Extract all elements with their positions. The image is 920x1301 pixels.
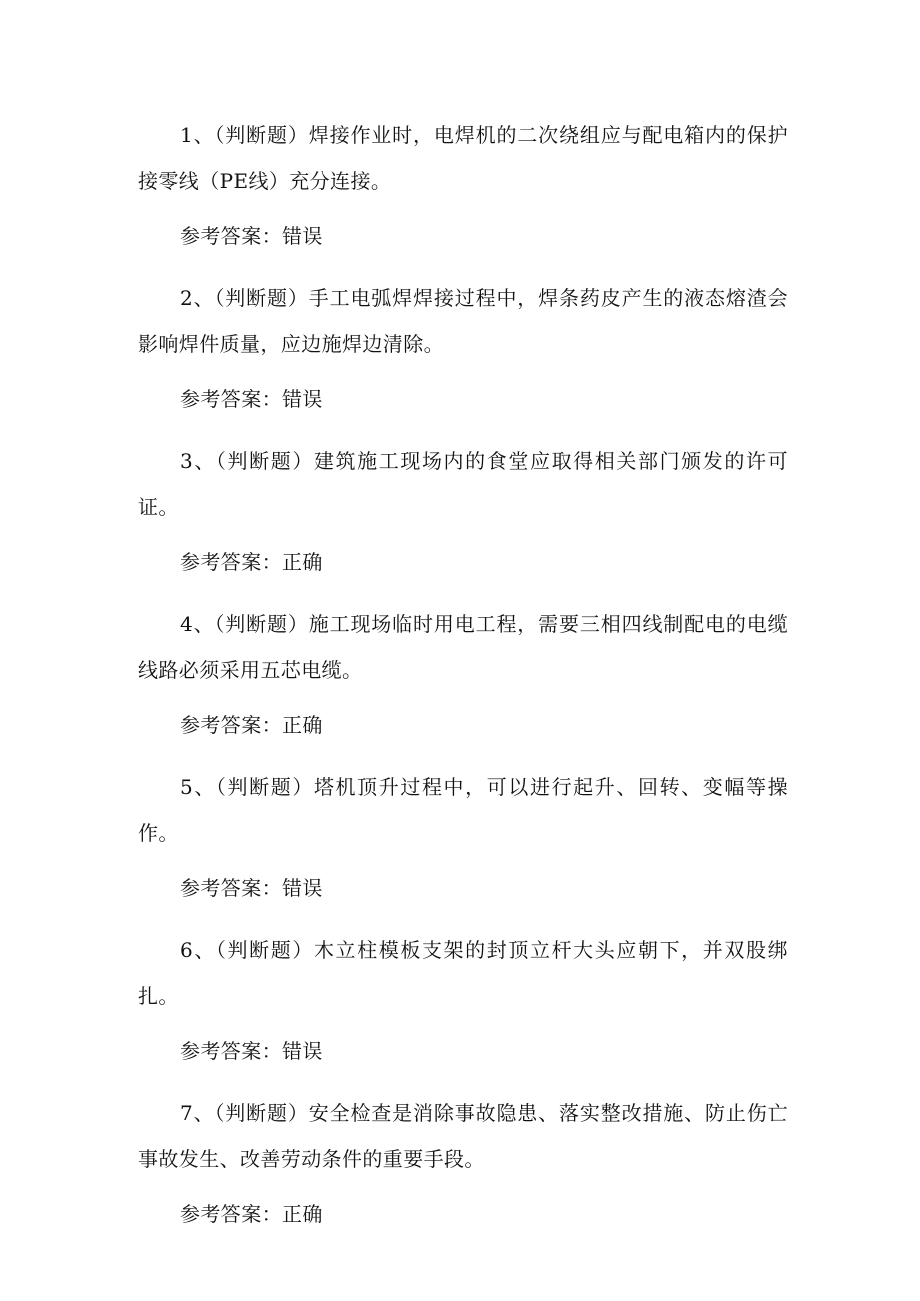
question-5: 5、（判断题）塔机顶升过程中，可以进行起升、回转、变幅等操作。	[138, 775, 788, 845]
answer-value: 错误	[282, 1039, 323, 1063]
answer-label: 参考答案：	[180, 387, 282, 411]
question-1: 1、（判断题）焊接作业时，电焊机的二次绕组应与配电箱内的保护接零线（PE线）充分连接。	[138, 123, 788, 193]
answer-1	[138, 213, 788, 259]
question-6: 6、（判断题）木立柱模板支架的封顶立杆大头应朝下，并双股绑扎。	[138, 938, 788, 1008]
answer-label: 参考答案：	[180, 1039, 282, 1063]
answer-6	[138, 1028, 788, 1074]
answer-value: 错误	[282, 876, 323, 900]
answer-label: 参考答案：	[180, 550, 282, 574]
question-3: 3、（判断题）建筑施工现场内的食堂应取得相关部门颁发的许可证。	[138, 449, 788, 519]
answer-label: 参考答案：	[180, 713, 282, 737]
answer-label: 参考答案：	[180, 224, 282, 248]
answer-2	[138, 376, 788, 422]
document-page	[138, 112, 788, 1253]
answer-value: 错误	[282, 224, 323, 248]
question-7: 7、（判断题）安全检查是消除事故隐患、落实整改措施、防止伤亡事故发生、改善劳动条件的重要手段。	[138, 1101, 788, 1171]
answer-label: 参考答案：	[180, 1202, 282, 1226]
answer-7	[138, 1191, 788, 1237]
answer-value: 正确	[282, 713, 323, 737]
question-2: 2、（判断题）手工电弧焊焊接过程中，焊条药皮产生的液态熔渣会影响焊件质量，应边施焊边清除。	[138, 286, 788, 356]
answer-value: 正确	[282, 550, 323, 574]
question-4: 4、（判断题）施工现场临时用电工程，需要三相四线制配电的电缆线路必须采用五芯电缆。	[138, 612, 788, 682]
answer-5	[138, 865, 788, 911]
answer-3	[138, 539, 788, 585]
answer-4	[138, 702, 788, 748]
answer-value: 错误	[282, 387, 323, 411]
answer-label: 参考答案：	[180, 876, 282, 900]
answer-value: 正确	[282, 1202, 323, 1226]
